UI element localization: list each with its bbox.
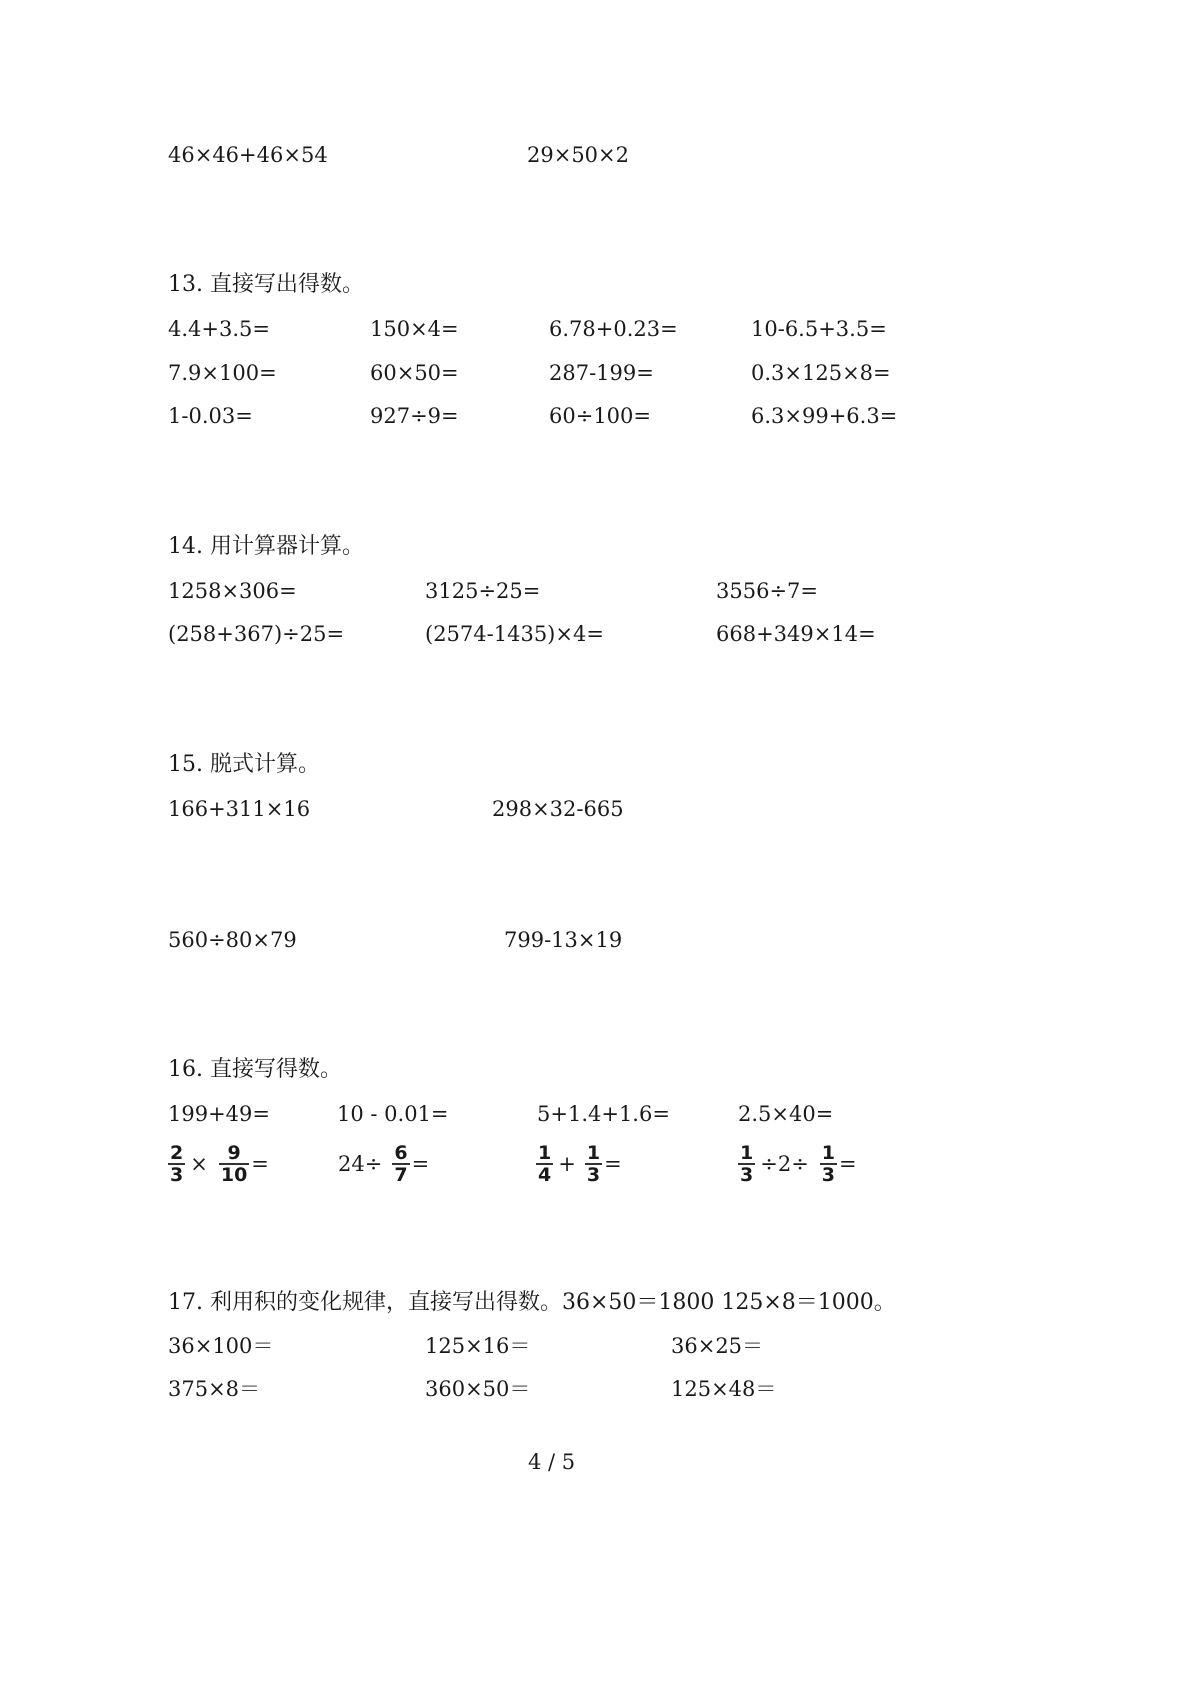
- question-16-title: 16. 直接写得数。: [168, 1057, 342, 1082]
- question-17-title: 17. 利用积的变化规律，直接写出得数。36×50＝1800 125×8＝1000。: [168, 1290, 896, 1315]
- expression: 360×50＝: [425, 1377, 531, 1401]
- expression: 5+1.4+1.6=: [537, 1102, 670, 1126]
- page-number: 4 / 5: [528, 1450, 576, 1474]
- expression: 166+311×16: [168, 797, 311, 821]
- numerator: 1: [586, 1142, 601, 1164]
- fraction: [820, 1143, 837, 1185]
- expression: 150×4=: [370, 317, 459, 341]
- fraction: [536, 1143, 553, 1185]
- expression: 2.5×40=: [738, 1102, 834, 1126]
- numerator: 1: [821, 1142, 836, 1164]
- expression: (2574-1435)×4=: [425, 622, 604, 646]
- denominator: 10: [220, 1164, 248, 1186]
- expression: 298×32-665: [492, 797, 624, 821]
- numerator: 6: [394, 1142, 408, 1164]
- fraction: [585, 1143, 602, 1185]
- operator: ÷2÷: [760, 1152, 809, 1176]
- equals-sign: =: [839, 1152, 857, 1176]
- denominator: 3: [170, 1164, 184, 1186]
- expression: 927÷9=: [370, 404, 459, 428]
- expression: 10-6.5+3.5=: [751, 317, 887, 341]
- operator: ×: [190, 1152, 208, 1176]
- denominator: 3: [821, 1164, 836, 1186]
- expression: 60÷100=: [549, 404, 651, 428]
- expression: 29×50×2: [527, 143, 629, 167]
- question-13-title: 13. 直接写出得数。: [168, 272, 364, 297]
- fraction: [738, 1143, 755, 1185]
- fraction-expression: [338, 1142, 429, 1186]
- operator: +: [558, 1152, 576, 1176]
- numerator: 2: [170, 1142, 184, 1164]
- fraction-expression: [736, 1142, 857, 1186]
- expression: 6.78+0.23=: [549, 317, 678, 341]
- expression: 7.9×100=: [168, 361, 277, 385]
- question-15-title: 15. 脱式计算。: [168, 752, 320, 777]
- expression: 375×8＝: [168, 1377, 261, 1401]
- expression: 10 - 0.01=: [337, 1102, 449, 1126]
- operator: 24÷: [338, 1152, 383, 1176]
- expression: 799-13×19: [504, 928, 623, 952]
- fraction: [392, 1143, 409, 1185]
- expression: 60×50=: [370, 361, 459, 385]
- fraction-expression: [166, 1142, 269, 1186]
- expression: 125×48＝: [671, 1377, 777, 1401]
- numerator: 1: [538, 1142, 552, 1164]
- equals-sign: =: [604, 1152, 622, 1176]
- expression: 6.3×99+6.3=: [751, 404, 898, 428]
- expression: 199+49=: [168, 1102, 270, 1126]
- expression: 36×100＝: [168, 1334, 274, 1358]
- expression: 3556÷7=: [716, 579, 818, 603]
- denominator: 3: [740, 1164, 754, 1186]
- expression: 4.4+3.5=: [168, 317, 270, 341]
- expression: 287-199=: [549, 361, 654, 385]
- question-14-title: 14. 用计算器计算。: [168, 534, 364, 559]
- numerator: 9: [227, 1142, 241, 1164]
- expression: 668+349×14=: [716, 622, 876, 646]
- expression: 3125÷25=: [425, 579, 541, 603]
- expression: 36×25＝: [671, 1334, 764, 1358]
- expression: 560÷80×79: [168, 928, 297, 952]
- expression: 1-0.03=: [168, 404, 253, 428]
- fraction: [219, 1143, 249, 1185]
- expression: 125×16＝: [425, 1334, 531, 1358]
- denominator: 7: [394, 1164, 408, 1186]
- denominator: 4: [538, 1164, 552, 1186]
- denominator: 3: [586, 1164, 601, 1186]
- numerator: 1: [740, 1142, 754, 1164]
- equals-sign: =: [411, 1152, 430, 1176]
- fraction: [168, 1143, 185, 1185]
- expression: 46×46+46×54: [168, 143, 328, 167]
- expression: (258+367)÷25=: [168, 622, 345, 646]
- expression: 1258×306=: [168, 579, 297, 603]
- fraction-expression: [534, 1142, 622, 1186]
- equals-sign: =: [251, 1152, 269, 1176]
- expression: 0.3×125×8=: [751, 361, 891, 385]
